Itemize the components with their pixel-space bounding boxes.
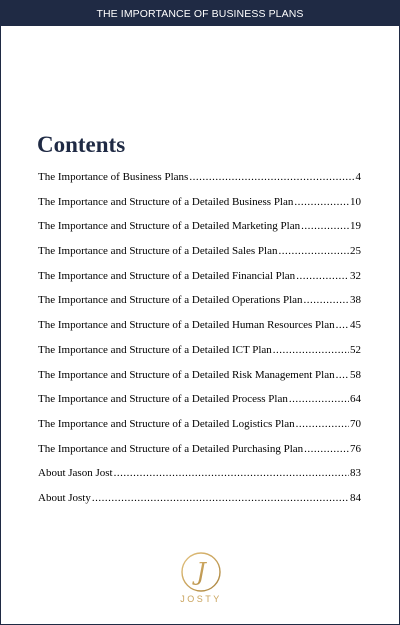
toc-entry[interactable]	[38, 368, 361, 393]
contents-heading: Contents	[37, 132, 126, 157]
toc-dot-leader	[336, 318, 349, 332]
toc-entry[interactable]	[38, 343, 361, 368]
toc-page-number: 10	[350, 195, 361, 208]
running-header-title: THE IMPORTANCE OF BUSINESS PLANS	[96, 7, 304, 20]
toc-dot-leader	[304, 442, 349, 456]
toc-dot-leader	[336, 368, 349, 382]
toc-dot-leader	[296, 417, 349, 431]
toc-dot-leader	[304, 293, 349, 307]
toc-dot-leader	[273, 343, 349, 357]
logo-wordmark: JOSTY	[180, 594, 222, 604]
toc-entry-title: The Importance and Structure of a Detailed Sales Plan	[38, 245, 278, 258]
table-of-contents	[38, 170, 361, 516]
toc-dot-leader	[92, 491, 349, 505]
toc-entry[interactable]	[38, 417, 361, 442]
toc-entry-title: The Importance and Structure of a Detailed Operations Plan	[38, 294, 303, 307]
toc-page-number: 32	[350, 269, 361, 282]
toc-page-number: 19	[350, 220, 361, 233]
toc-entry-title: The Importance and Structure of a Detailed Human Resources Plan	[38, 319, 335, 332]
toc-entry[interactable]	[38, 442, 361, 467]
toc-entry-title: The Importance and Structure of a Detailed Financial Plan	[38, 269, 296, 282]
toc-dot-leader	[289, 392, 349, 406]
toc-dot-leader	[294, 195, 349, 209]
logo-monogram: J	[196, 558, 206, 586]
toc-entry-title: The Importance and Structure of a Detailed ICT Plan	[38, 343, 272, 356]
josty-logo	[171, 549, 231, 615]
toc-entry[interactable]	[38, 392, 361, 417]
toc-entry[interactable]	[38, 219, 361, 244]
toc-page-number: 84	[350, 491, 361, 504]
toc-dot-leader	[278, 244, 349, 258]
toc-page-number: 70	[350, 417, 361, 430]
toc-page-number: 52	[350, 343, 361, 356]
toc-entry-title: The Importance and Structure of a Detailed Purchasing Plan	[38, 442, 304, 455]
toc-page-number: 25	[350, 245, 361, 258]
logo-circle-icon	[171, 549, 231, 595]
toc-entry-title: The Importance and Structure of a Detailed Marketing Plan	[38, 220, 301, 233]
toc-entry-title: The Importance and Structure of a Detailed Risk Management Plan	[38, 368, 335, 381]
toc-page-number: 45	[350, 319, 361, 332]
toc-entry-title: About Jason Jost	[38, 467, 113, 480]
toc-entry[interactable]	[38, 269, 361, 294]
toc-page-number: 38	[350, 294, 361, 307]
toc-entry[interactable]	[38, 170, 361, 195]
toc-dot-leader	[189, 170, 354, 184]
toc-entry-title: The Importance of Business Plans	[38, 171, 189, 183]
toc-entry-title: The Importance and Structure of a Detailed Business Plan	[38, 195, 294, 208]
toc-entry[interactable]	[38, 195, 361, 220]
toc-dot-leader	[301, 219, 349, 233]
toc-entry[interactable]	[38, 244, 361, 269]
toc-entry-title: The Importance and Structure of a Detailed Logistics Plan	[38, 417, 295, 430]
toc-page-number: 76	[350, 442, 361, 455]
toc-dot-leader	[296, 269, 349, 283]
toc-entry-title: The Importance and Structure of a Detailed Process Plan	[38, 393, 288, 406]
toc-page-number: 4	[355, 171, 361, 183]
running-header	[1, 1, 399, 26]
toc-entry[interactable]	[38, 491, 361, 516]
toc-entry[interactable]	[38, 293, 361, 318]
toc-page-number: 83	[350, 467, 361, 480]
toc-entry[interactable]	[38, 466, 361, 491]
toc-page-number: 58	[350, 368, 361, 381]
toc-entry-title: About Josty	[38, 491, 91, 504]
toc-page-number: 64	[350, 393, 361, 406]
toc-dot-leader	[114, 466, 349, 480]
toc-entry[interactable]	[38, 318, 361, 343]
